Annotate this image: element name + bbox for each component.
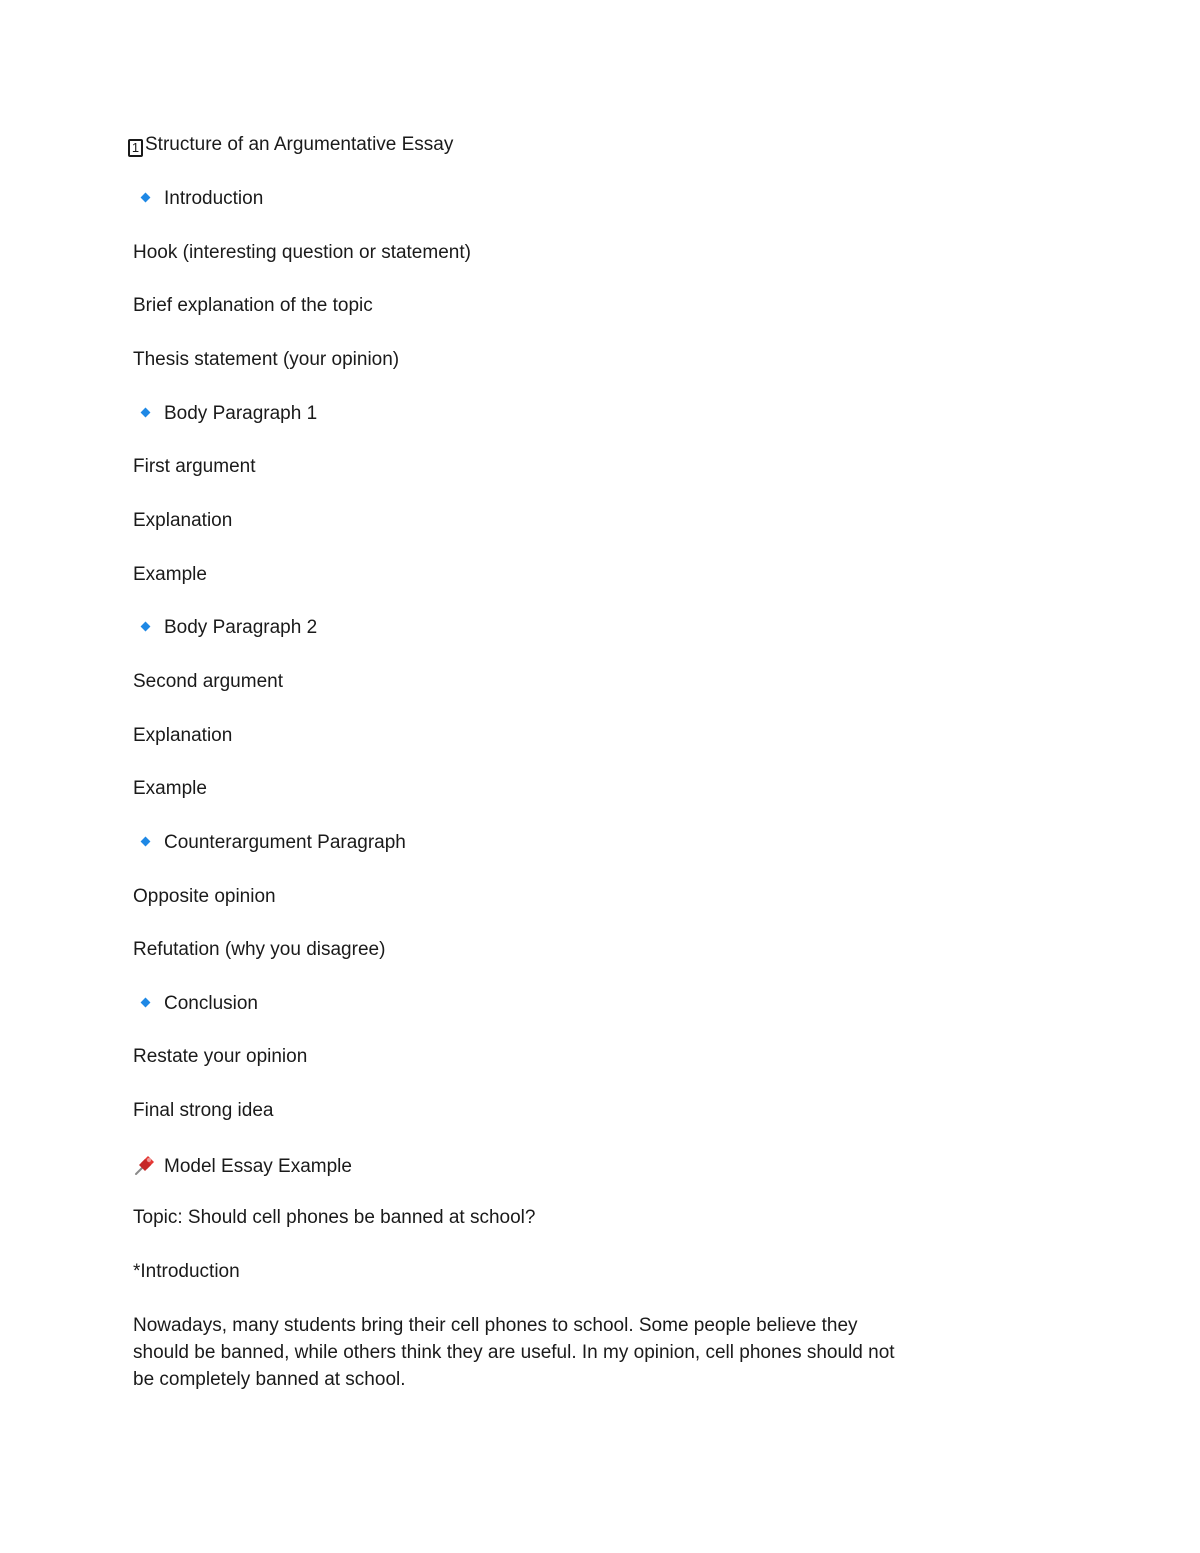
section-heading-conclusion [133, 993, 258, 1015]
model-essay-heading [133, 1154, 352, 1178]
blue-diamond-icon [141, 837, 151, 847]
section-heading-text: Introduction [164, 188, 264, 209]
essay-topic: Topic: Should cell phones be banned at school? [133, 1207, 536, 1228]
list-item: Opposite opinion [133, 886, 276, 907]
list-item: Second argument [133, 671, 283, 692]
list-item: Hook (interesting question or statement) [133, 242, 471, 263]
list-item: Explanation [133, 725, 233, 746]
list-item: Final strong idea [133, 1100, 274, 1121]
list-item: Refutation (why you disagree) [133, 939, 386, 960]
section-heading-text: Body Paragraph 2 [164, 617, 318, 638]
section-heading-counterargument [133, 832, 406, 854]
blue-diamond-icon [141, 408, 151, 418]
model-essay-heading-text: Model Essay Example [164, 1156, 352, 1177]
section-heading-text: Conclusion [164, 993, 258, 1014]
essay-intro-label: *Introduction [133, 1261, 240, 1282]
essay-intro-line: Nowadays, many students bring their cell phones to school. Some people believe they [133, 1315, 858, 1336]
list-item: First argument [133, 456, 256, 477]
list-item: Brief explanation of the topic [133, 295, 373, 316]
list-item: Example [133, 564, 207, 585]
blue-diamond-icon [141, 193, 151, 203]
section-heading-body-2 [133, 617, 317, 639]
blue-diamond-icon [141, 622, 151, 632]
blue-diamond-icon [141, 998, 151, 1008]
section-heading-body-1 [133, 403, 317, 425]
number-one-keycap-icon: 1 [128, 139, 143, 157]
list-item: Restate your opinion [133, 1046, 308, 1067]
document-title-text: Structure of an Argumentative Essay [145, 134, 454, 155]
document-title [133, 134, 453, 157]
list-item: Thesis statement (your opinion) [133, 349, 400, 370]
section-heading-introduction [133, 188, 263, 210]
essay-intro-line: should be banned, while others think they are useful. In my opinion, cell phones should not [133, 1342, 895, 1363]
list-item: Explanation [133, 510, 233, 531]
pushpin-icon [133, 1154, 157, 1176]
section-heading-text: Counterargument Paragraph [164, 832, 406, 853]
section-heading-text: Body Paragraph 1 [164, 403, 318, 424]
essay-intro-line: be completely banned at school. [133, 1369, 406, 1390]
list-item: Example [133, 778, 207, 799]
